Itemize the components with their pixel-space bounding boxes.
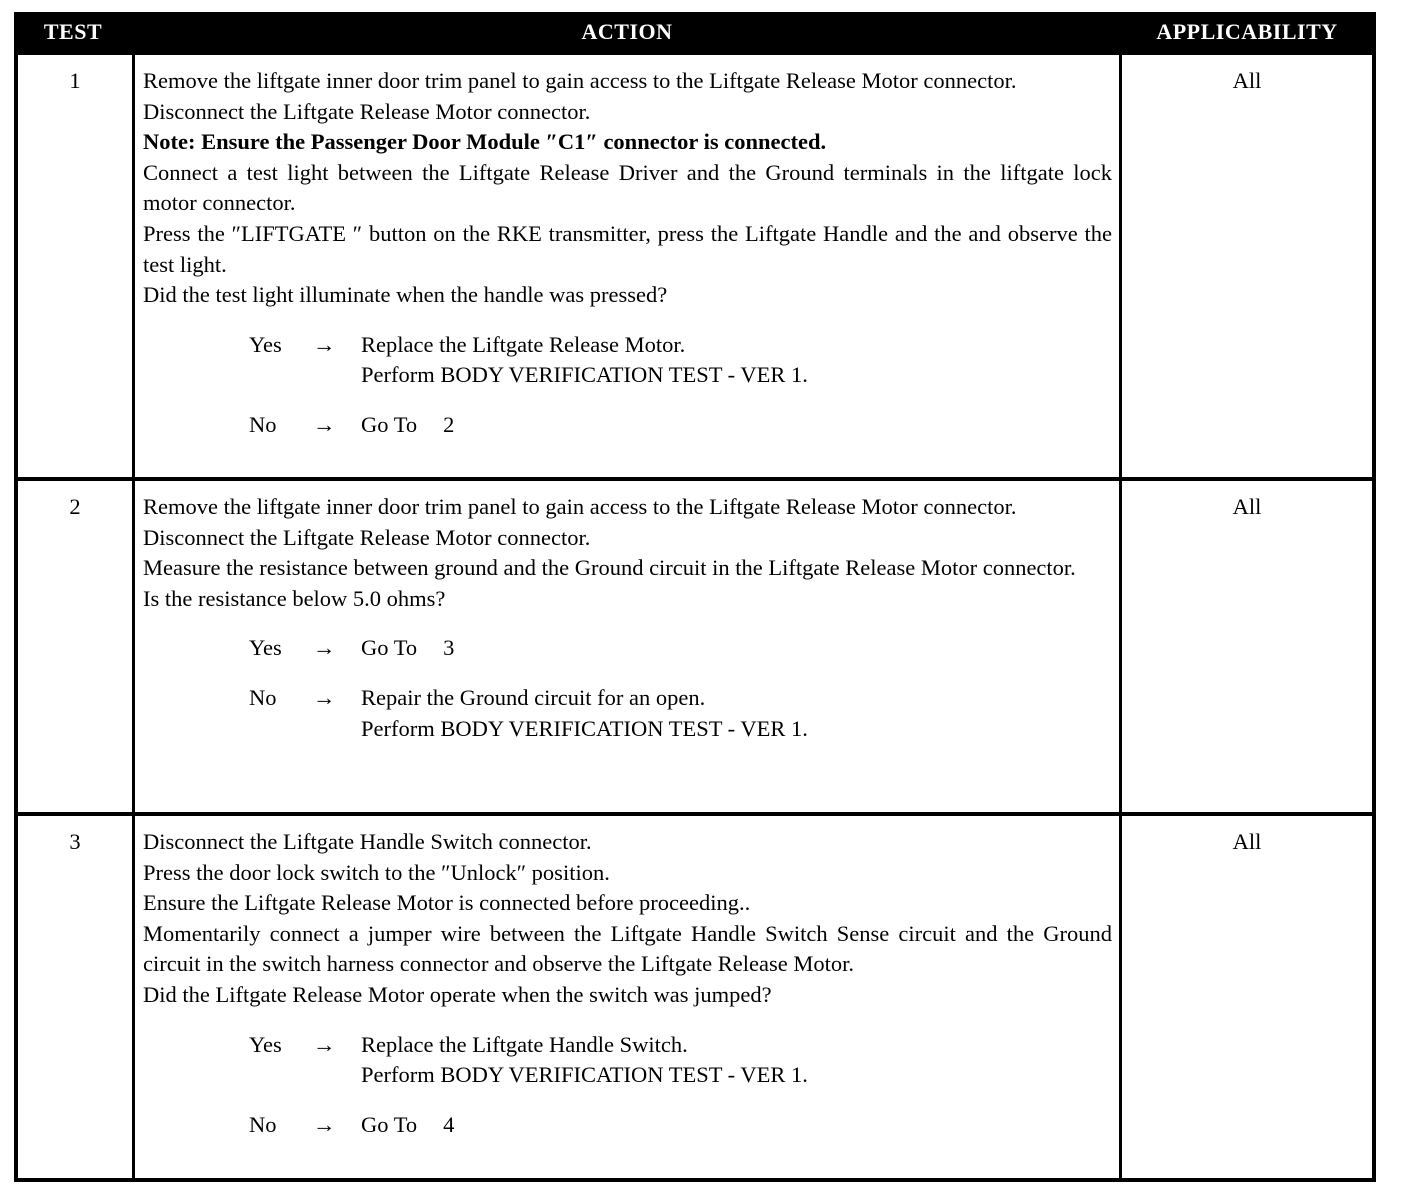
note: Note: Ensure the Passenger Door Module ″C1″ connector is connected.: [143, 129, 827, 155]
step: Remove the liftgate inner door trim panel to gain access to the Liftgate Release Motor connector.: [143, 494, 1017, 519]
yes-label: Yes: [249, 635, 282, 661]
applicability-cell: All: [1122, 481, 1372, 812]
step: Disconnect the Liftgate Release Motor connector.: [143, 524, 591, 550]
step: Press the ″LIFTGATE ″ button on the RKE transmitter, press the Liftgate Handle and the and observe the test light.: [143, 220, 1112, 277]
step: Connect a test light between the Liftgate Release Driver and the Ground terminals in the liftgate lock motor connector.: [143, 159, 1112, 216]
step: Remove the liftgate inner door trim panel to gain access to the Liftgate Release Motor connector.: [143, 68, 1017, 93]
step: Disconnect the Liftgate Release Motor connector.: [143, 98, 591, 124]
question: Did the test light illuminate when the handle was pressed?: [143, 282, 668, 308]
question: Is the resistance below 5.0 ohms?: [143, 585, 446, 611]
goto-link[interactable]: [361, 633, 454, 664]
test-number: 1: [18, 55, 132, 477]
arrow-icon: →: [313, 635, 336, 661]
goto-text: Go To: [361, 1111, 418, 1137]
verification-step: Perform BODY VERIFICATION TEST - VER 1.: [361, 715, 808, 741]
no-label: No: [249, 411, 277, 437]
goto-text: Go To: [361, 635, 418, 661]
goto-text: Go To: [361, 411, 418, 437]
step: Press the door lock switch to the ″Unlock″ position.: [143, 859, 610, 885]
goto-target: 2: [443, 411, 455, 437]
no-result: [143, 683, 1112, 714]
arrow-icon: →: [313, 684, 336, 710]
action-cell: [135, 816, 1119, 1178]
step: Ensure the Liftgate Release Motor is connected before proceeding..: [143, 890, 751, 916]
step: Measure the resistance between ground and the Ground circuit in the Liftgate Release Motor connector.: [143, 555, 1076, 581]
step: Disconnect the Liftgate Handle Switch connector.: [143, 829, 592, 854]
no-label: No: [249, 1111, 277, 1137]
step: Momentarily connect a jumper wire between the Liftgate Handle Switch Sense circuit and the Ground circuit in the switch harness connector and observe the Liftgate Release Motor.: [143, 920, 1112, 977]
test-number: 2: [18, 481, 132, 812]
verification-step: Perform BODY VERIFICATION TEST - VER 1.: [361, 362, 808, 388]
arrow-icon: →: [313, 411, 336, 437]
no-label: No: [249, 684, 277, 710]
header-applicability: APPLICABILITY: [1156, 19, 1338, 44]
no-result: [143, 410, 1112, 441]
test-number: 3: [18, 816, 132, 1178]
yes-label: Yes: [249, 331, 282, 357]
action-cell: [135, 55, 1119, 477]
yes-result: [143, 1030, 1112, 1061]
arrow-icon: →: [313, 331, 336, 357]
header-action: ACTION: [581, 19, 673, 44]
header-test: TEST: [43, 19, 103, 44]
yes-label: Yes: [249, 1031, 282, 1057]
goto-link[interactable]: [361, 1110, 454, 1141]
no-result: [143, 1110, 1112, 1141]
arrow-icon: →: [313, 1031, 336, 1057]
arrow-icon: →: [313, 1111, 336, 1137]
applicability-cell: All: [1122, 816, 1372, 1178]
yes-result: [143, 330, 1112, 361]
no-action: Repair the Ground circuit for an open.: [361, 684, 706, 710]
verification-step: Perform BODY VERIFICATION TEST - VER 1.: [361, 1062, 808, 1088]
applicability-cell: All: [1122, 55, 1372, 477]
question: Did the Liftgate Release Motor operate when the switch was jumped?: [143, 981, 772, 1007]
action-cell: [135, 481, 1119, 812]
yes-action: Replace the Liftgate Handle Switch.: [361, 1031, 688, 1057]
goto-target: 3: [443, 635, 455, 661]
goto-link[interactable]: [361, 410, 454, 441]
diagnostic-table: [14, 12, 1376, 1182]
yes-action: Replace the Liftgate Release Motor.: [361, 331, 686, 357]
goto-target: 4: [443, 1111, 455, 1137]
yes-result: [143, 633, 1112, 664]
